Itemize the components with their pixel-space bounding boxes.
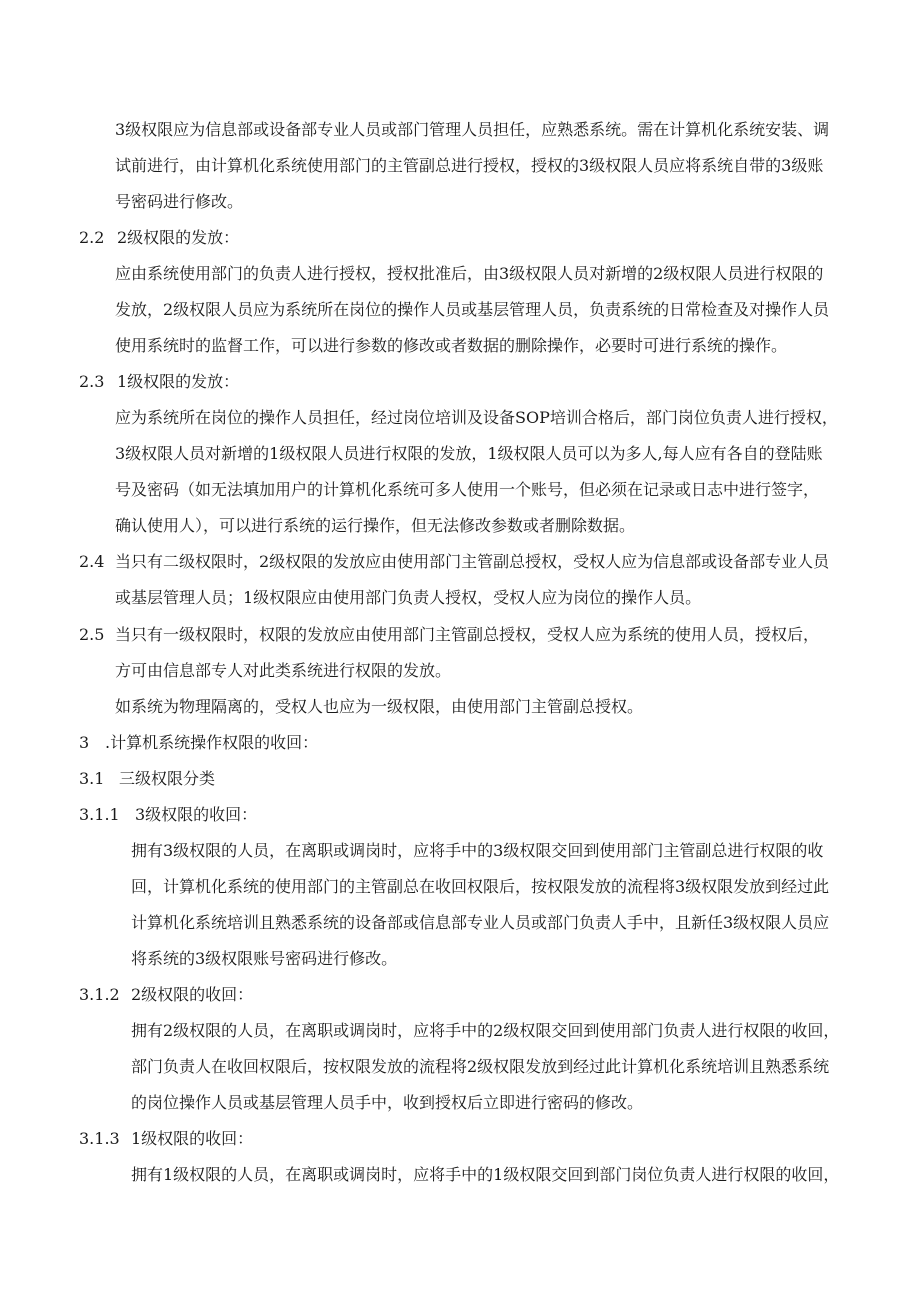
section-number: 2.2 (79, 228, 105, 247)
section-title: 2级权限的发放： (117, 228, 240, 247)
section-2-4-first-line (79, 552, 829, 572)
section-title: .计算机系统操作权限的收回： (105, 733, 319, 752)
paragraph-line: 试前进行，由计算机化系统使用部门的主管副总进行授权，授权的3级权限人员应将系统自带的3级账 (115, 156, 824, 175)
section-number: 2.5 (79, 625, 105, 644)
section-text: 当只有一级权限时，权限的发放应由使用部门主管副总授权，受权人应为系统的使用人员，授权后， (115, 625, 820, 644)
paragraph-line: 应由系统使用部门的负责人进行授权，授权批准后，由3级权限人员对新增的2级权限人员进行权限的 (115, 264, 824, 283)
paragraph-line: 拥有1级权限的人员，在离职或调岗时，应将手中的1级权限交回到部门岗位负责人进行权限的收回， (131, 1165, 840, 1184)
section-heading-2-2 (79, 228, 239, 248)
section-number: 3 (79, 733, 90, 752)
section-heading-2-3 (79, 372, 239, 392)
paragraph-line: 号及密码（如无法填加用户的计算机化系统可多人使用一个账号，但必须在记录或日志中进行签字， (115, 480, 820, 499)
section-heading-3-1-3 (79, 1129, 253, 1149)
section-number: 3.1.1 (79, 805, 120, 824)
paragraph-line: 确认使用人），可以进行系统的运行操作，但无法修改参数或者删除数据。 (115, 516, 636, 535)
section-number: 3.1 (79, 769, 105, 788)
paragraph-line: 或基层管理人员；1级权限应由使用部门负责人授权，受权人应为岗位的操作人员。 (115, 588, 702, 607)
section-number: 3.1.2 (79, 985, 120, 1004)
paragraph-line: 的岗位操作人员或基层管理人员手中，收到授权后立即进行密码的修改。 (131, 1093, 644, 1112)
paragraph-line: 将系统的3级权限账号密码进行修改。 (131, 949, 398, 968)
section-title: 1级权限的发放： (117, 372, 240, 391)
paragraph-line: 拥有2级权限的人员，在离职或调岗时，应将手中的2级权限交回到使用部门负责人进行权限的收回， (131, 1021, 840, 1040)
section-text: 当只有二级权限时，2级权限的发放应由使用部门主管副总授权，受权人应为信息部或设备部专业人员 (115, 552, 830, 571)
section-heading-3-1-2 (79, 985, 253, 1005)
paragraph-line: 使用系统时的监督工作，可以进行参数的修改或者数据的删除操作，必要时可进行系统的操作。 (115, 336, 788, 355)
section-heading-3-1 (79, 769, 215, 789)
section-title: 2级权限的收回： (131, 985, 254, 1004)
paragraph-line: 方可由信息部专人对此类系统进行权限的发放。 (115, 661, 452, 680)
paragraph-line: 3级权限人员对新增的1级权限人员进行权限的发放，1级权限人员可以为多人,每人应有各自的登陆账 (115, 444, 823, 463)
paragraph-line: 发放，2级权限人员应为系统所在岗位的操作人员或基层管理人员，负责系统的日常检查及对操作人员 (115, 300, 830, 319)
section-number: 2.3 (79, 372, 105, 391)
section-number: 3.1.3 (79, 1129, 120, 1148)
section-heading-3-1-1 (79, 805, 257, 825)
paragraph-line: 号密码进行修改。 (115, 192, 244, 211)
section-title: 三级权限分类 (119, 769, 216, 788)
section-title: 1级权限的收回： (131, 1129, 254, 1148)
paragraph-line: 回，计算机化系统的使用部门的主管副总在收回权限后，按权限发放的流程将3级权限发放到经过此 (131, 877, 830, 896)
paragraph-line: 部门负责人在收回权限后，按权限发放的流程将2级权限发放到经过此计算机化系统培训且熟悉系统 (131, 1057, 830, 1076)
section-heading-3 (79, 733, 318, 753)
paragraph-line: 计算机化系统培训且熟悉系统的设备部或信息部专业人员或部门负责人手中，且新任3级权限人员应 (131, 913, 830, 932)
section-2-5-first-line (79, 625, 819, 645)
section-title: 3级权限的收回： (135, 805, 258, 824)
paragraph-line: 应为系统所在岗位的操作人员担任，经过岗位培训及设备SOP培训合格后，部门岗位负责人进行授权， (115, 408, 838, 427)
paragraph-line: 3级权限应为信息部或设备部专业人员或部门管理人员担任，应熟悉系统。需在计算机化系统安装、调 (115, 120, 830, 139)
paragraph-line: 拥有3级权限的人员，在离职或调岗时，应将手中的3级权限交回到使用部门主管副总进行权限的收 (131, 841, 824, 860)
section-number: 2.4 (79, 552, 105, 571)
paragraph-line: 如系统为物理隔离的，受权人也应为一级权限，由使用部门主管副总授权。 (115, 697, 644, 716)
